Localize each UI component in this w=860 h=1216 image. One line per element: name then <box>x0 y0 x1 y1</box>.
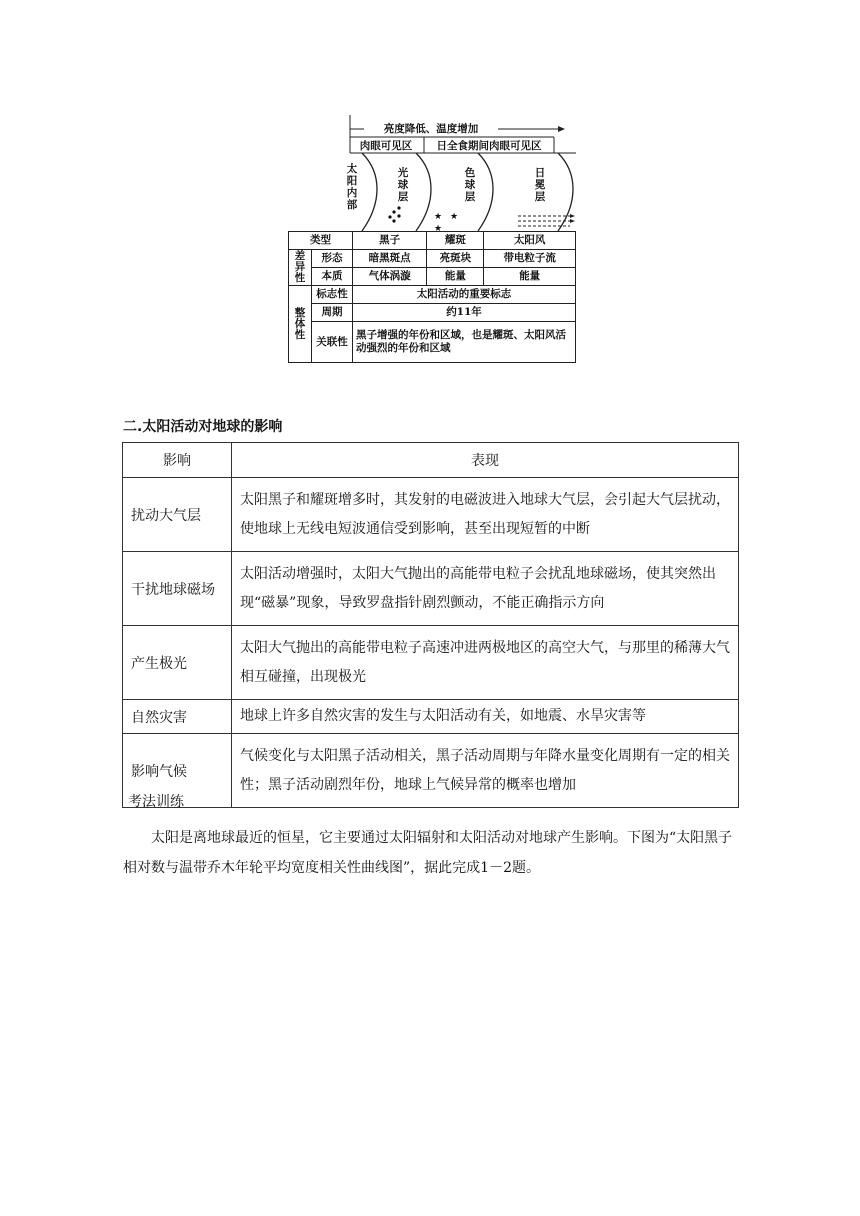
table-cell-detail: 气候变化与太阳黑子活动相关，黑子活动周期与年降水量变化周期有一定的相关性；黑子活动剧烈年份，地球上气候异常的概率也增加 <box>232 734 739 808</box>
training-paragraph: 太阳是离地球最近的恒星，它主要通过太阳辐射和太阳活动对地球产生影响。下图为“太阳黑子相对数与温带乔木年轮平均宽度相关性曲线图”，据此完成1－2题。 <box>123 830 733 876</box>
svg-text:部: 部 <box>346 199 358 211</box>
layer-label-photosphere <box>398 166 409 203</box>
table-cell-detail: 地球上许多自然灾害的发生与太阳活动有关，如地震、水旱灾害等 <box>232 700 739 734</box>
sunspot-dots-icon <box>388 206 400 222</box>
svg-text:内: 内 <box>346 187 358 199</box>
earth-impact-table <box>122 442 739 808</box>
ftable-cell: 能量 <box>484 268 576 286</box>
brightness-arrow-label: 亮度降低、温度增加 <box>383 123 479 135</box>
ftable-cell: 亮斑块 <box>427 250 484 268</box>
ftable-cell: 带电粒子流 <box>484 250 576 268</box>
svg-text:冕: 冕 <box>534 179 546 191</box>
ftable-group-difference: 差异性 <box>289 250 312 286</box>
ftable-row-label: 本质 <box>312 268 353 286</box>
svg-text:球: 球 <box>397 179 409 191</box>
svg-text:★: ★ <box>434 224 443 232</box>
table-row <box>123 552 739 626</box>
ftable-row-label: 标志性 <box>312 286 353 304</box>
table-cell-detail: 太阳黑子和耀斑增多时，其发射的电磁波进入地球大气层，会引起大气层扰动，使地球上无线电短波通信受到影响，甚至出现短暂的中断 <box>232 478 739 552</box>
section-title: 二.太阳活动对地球的影响 <box>123 419 283 435</box>
ftable-group-whole: 整体性 <box>289 286 312 363</box>
ftable-cell: 太阳活动的重要标志 <box>353 286 576 304</box>
svg-text:色: 色 <box>464 167 476 179</box>
svg-text:光: 光 <box>397 167 409 179</box>
table-cell-effect: 干扰地球磁场 <box>123 552 232 626</box>
ftable-header-type: 类型 <box>289 232 353 250</box>
table-cell-effect: 自然灾害 <box>123 700 232 734</box>
table-row <box>123 478 739 552</box>
svg-text:层: 层 <box>534 191 546 203</box>
zone-eclipse: 日全食期间肉眼可见区 <box>436 140 542 152</box>
flare-stars-icon <box>434 212 458 232</box>
table-cell-detail: 太阳大气抛出的高能带电粒子高速冲进两极地区的高空大气，与那里的稀薄大气相互碰撞，出现极光 <box>232 626 739 700</box>
svg-text:日: 日 <box>534 167 546 179</box>
training-label: 考法训练 <box>128 794 184 810</box>
layer-label-corona <box>535 167 546 203</box>
svg-text:★: ★ <box>450 212 459 222</box>
table-cell-effect: 影响气候 <box>123 734 232 808</box>
ftable-cell: 暗黑斑点 <box>353 250 427 268</box>
table-row <box>123 734 739 808</box>
ftable-cell: 约11年 <box>353 304 576 322</box>
zone-naked-eye: 肉眼可见区 <box>359 140 413 152</box>
solar-layers-diagram <box>286 108 581 232</box>
ftable-row-label: 形态 <box>312 250 353 268</box>
solar-activity-table <box>288 231 576 363</box>
svg-text:阳: 阳 <box>346 175 358 187</box>
svg-text:太: 太 <box>346 163 358 175</box>
ftable-header-solarwind: 太阳风 <box>484 232 576 250</box>
layer-label-chromosphere <box>465 166 476 203</box>
table-header-manifestation: 表现 <box>232 443 739 478</box>
svg-text:★: ★ <box>434 212 443 222</box>
ftable-cell: 能量 <box>427 268 484 286</box>
ftable-row-label: 关联性 <box>312 322 353 363</box>
table-row <box>123 626 739 700</box>
layer-label-interior <box>347 162 358 211</box>
table-cell-effect: 扰动大气层 <box>123 478 232 552</box>
svg-text:层: 层 <box>397 191 409 203</box>
table-row <box>123 700 739 734</box>
solar-atmosphere-figure <box>286 108 581 370</box>
table-cell-effect: 产生极光 <box>123 626 232 700</box>
svg-text:层: 层 <box>464 191 476 203</box>
ftable-header-flare: 耀斑 <box>427 232 484 250</box>
table-cell-detail: 太阳活动增强时，太阳大气抛出的高能带电粒子会扰乱地球磁场，使其突然出现“磁暴”现象，导致罗盘指针剧烈颤动，不能正确指示方向 <box>232 552 739 626</box>
svg-text:球: 球 <box>464 179 476 191</box>
ftable-header-sunspot: 黑子 <box>353 232 427 250</box>
ftable-cell: 黑子增强的年份和区域，也是耀斑、太阳风活动强烈的年份和区域 <box>353 322 576 363</box>
ftable-row-label: 周期 <box>312 304 353 322</box>
ftable-cell: 气体涡漩 <box>353 268 427 286</box>
table-header-impact: 影响 <box>123 443 232 478</box>
